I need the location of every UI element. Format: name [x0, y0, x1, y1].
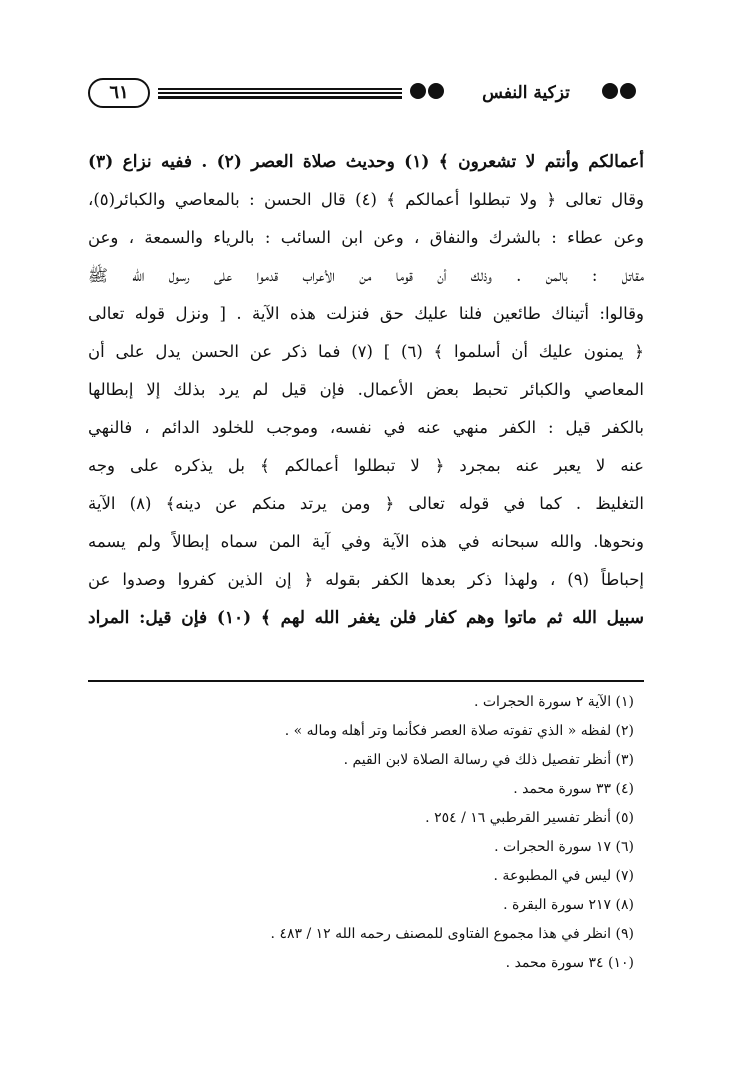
footnote: (١٠) ٣٤ سورة محمد . — [505, 955, 634, 971]
ornament-dots-icon — [602, 83, 638, 101]
body-line: عنه لا يعبر عنه بمجرد ﴿ لا تبطلوا أعمالكم ﴾ بل يذكره على وجه — [88, 456, 644, 475]
header-rule-line — [158, 88, 402, 90]
footnote: (٧) ليس في المطبوعة . — [493, 868, 634, 884]
body-line: ﴿ يمنون عليك أن أسلموا ﴾ (٦) ] (٧) فما ذكر عن الحسن يدل على أن — [88, 342, 644, 361]
body-line: ونحوها. والله سبحانه في هذه الآية وفي آية المن سماه إبطالاً ولم يسمه — [88, 532, 644, 551]
page-header — [88, 74, 640, 116]
footnote: (١) الآية ٢ سورة الحجرات . — [473, 694, 634, 710]
body-line: بالكفر قيل : الكفر منهي عنه في نفسه، وموجب للخلود الدائم ، فالنهي — [88, 418, 644, 437]
running-title: تزكية النفس — [482, 83, 570, 103]
header-rule-line — [158, 96, 402, 99]
body-line: إحباطاً (٩) ، ولهذا ذكر بعدها الكفر بقوله ﴿ إن الذين كفروا وصدوا عن — [88, 570, 644, 589]
header-rule-line — [158, 92, 402, 94]
body-line: المعاصي والكبائر تحبط بعض الأعمال. فإن قيل لم يرد بذلك إلا إبطالها — [88, 380, 644, 399]
body-line: وقالوا: أتيناك طائعين فلنا عليك حق فنزلت هذه الآية . [ ونزل قوله تعالى — [88, 304, 644, 323]
footnote-divider — [88, 680, 644, 682]
body-line: وقال تعالى ﴿ ولا تبطلوا أعمالكم ﴾ (٤) قال الحسن : بالمعاصي والكبائر(٥)، — [88, 190, 645, 209]
body-line: مقاتل : بالمن . وذلك أن قوما من الأعراب قدموا على رسول الله ﷺ — [88, 266, 644, 285]
body-line: سبيل الله ثم ماتوا وهم كفار فلن يغفر الله لهم ﴾ (١٠) فإن قيل: المراد — [88, 608, 644, 628]
footnote: (٤) ٣٣ سورة محمد . — [513, 781, 634, 797]
body-line: التغليظ . كما في قوله تعالى ﴿ ومن يرتد منكم عن دينه﴾ (٨) الآية — [88, 494, 644, 513]
body-line: وعن عطاء : بالشرك والنفاق ، وعن ابن السائب : بالرياء والسمعة ، وعن — [88, 228, 644, 247]
footnote: (٢) لفظه « الذي تفوته صلاة العصر فكأنما وتر أهله وماله » . — [284, 723, 634, 739]
footnote: (٣) أنظر تفصيل ذلك في رسالة الصلاة لابن القيم . — [343, 752, 634, 768]
footnote: (٨) ٢١٧ سورة البقرة . — [503, 897, 634, 913]
body-line: أعمالكم وأنتم لا تشعرون ﴾ (١) وحديث صلاة العصر (٢) . ففيه نزاع (٣) — [88, 152, 644, 172]
footnote: (٦) ١٧ سورة الحجرات . — [494, 839, 634, 855]
body-text — [88, 143, 644, 637]
footnotes — [88, 688, 644, 978]
ornament-dots-icon — [410, 83, 446, 101]
footnote: (٥) أنظر تفسير القرطبي ١٦ / ٢٥٤ . — [425, 810, 634, 826]
page-number: ٦١ — [88, 78, 150, 108]
footnote: (٩) انظر في هذا مجموع الفتاوى للمصنف رحمه الله ١٢ / ٤٨٣ . — [270, 926, 634, 942]
